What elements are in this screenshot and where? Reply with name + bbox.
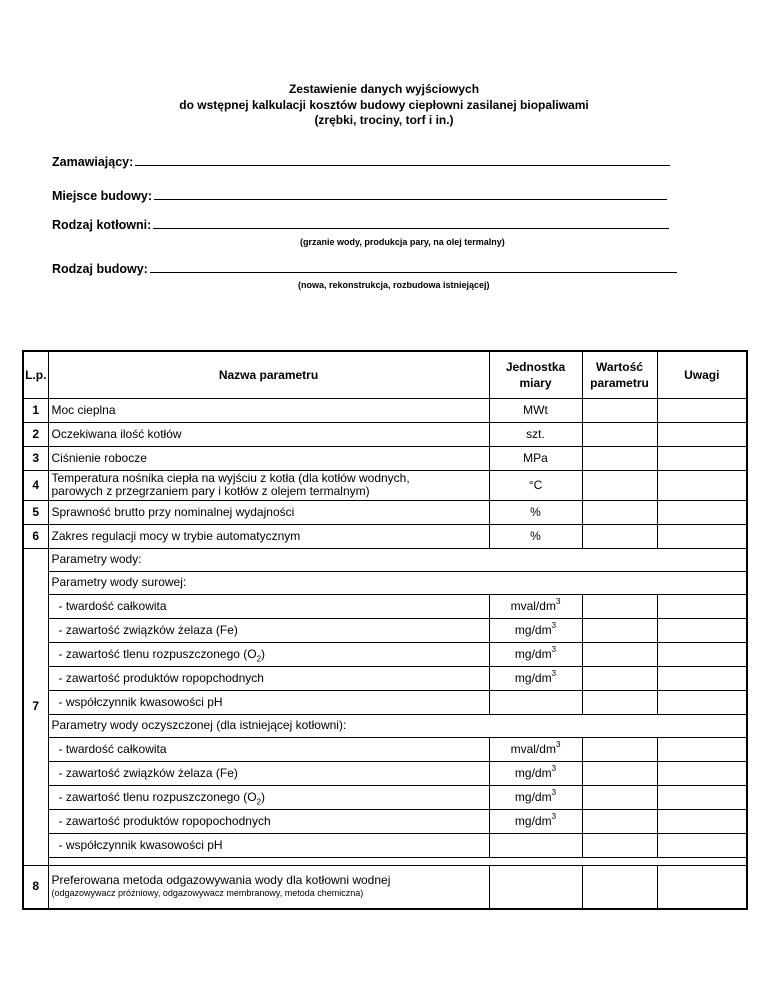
build-type-field[interactable] [52,262,677,276]
row-lp: 6 [23,524,48,548]
row-lp: 8 [23,865,48,909]
notes-cell[interactable] [657,833,747,857]
table-row [23,865,747,909]
value-cell[interactable] [582,446,657,470]
value-cell[interactable] [582,500,657,524]
notes-cell[interactable] [657,446,747,470]
row-name: Moc cieplna [48,398,489,422]
table-row [23,785,747,809]
row-name: - twardość całkowita [48,594,489,618]
row-unit: $mg/dm^3$ [489,785,582,809]
notes-cell[interactable] [657,594,747,618]
parameters-table [22,350,748,910]
notes-cell[interactable] [657,761,747,785]
notes-cell[interactable] [657,666,747,690]
value-cell[interactable] [582,594,657,618]
row-unit: % [489,524,582,548]
row-name: - współczynnik kwasowości pH [48,690,489,714]
treated-water-label: Parametry wody oczyszczonej (dla istniejącej kotłowni): [48,714,747,737]
build-type-blank[interactable] [150,271,677,273]
value-cell[interactable] [582,422,657,446]
value-cell[interactable] [582,690,657,714]
row-name: Ciśnienie robocze [48,446,489,470]
row-name: - zawartość tlenu rozpuszczonego $(O_2)$ [48,642,489,666]
row-unit: szt. [489,422,582,446]
table-row [23,809,747,833]
header-lp: L.p. [23,351,48,398]
notes-cell[interactable] [657,865,747,909]
site-blank[interactable] [154,198,667,200]
table-row [23,446,747,470]
boiler-type-blank[interactable] [153,227,669,229]
row-unit: MPa [489,446,582,470]
row-unit: $mg/dm^3$ [489,809,582,833]
title-line-2: do wstępnej kalkulacji kosztów budowy ciepłowni zasilanej biopaliwami [179,97,589,112]
notes-cell[interactable] [657,785,747,809]
raw-water-row [23,571,747,594]
row-name: Zakres regulacji mocy w trybie automatycznym [48,524,489,548]
raw-water-label: Parametry wody surowej: [48,571,747,594]
title-line-3: (zrębki, trociny, torf i in.) [314,113,454,127]
row-lp: 7 [23,548,48,865]
notes-cell[interactable] [657,690,747,714]
value-cell[interactable] [582,618,657,642]
notes-cell[interactable] [657,809,747,833]
build-type-label: Rodzaj budowy: [52,262,148,276]
treated-water-row [23,714,747,737]
notes-cell[interactable] [657,524,747,548]
site-field[interactable] [52,189,667,203]
title-line-1: Zestawienie danych wyjściowych [288,82,480,96]
row-name: - twardość całkowita [48,737,489,761]
row-lp: 2 [23,422,48,446]
table-row [23,524,747,548]
table-row [23,690,747,714]
table-row [23,666,747,690]
table-row [23,618,747,642]
table-row [23,500,747,524]
row-unit: % [489,500,582,524]
row-unit: $mg/dm^3$ [489,761,582,785]
value-cell[interactable] [582,666,657,690]
value-cell[interactable] [582,642,657,666]
notes-cell[interactable] [657,470,747,500]
table-row [23,833,747,857]
table-row [23,398,747,422]
value-cell[interactable] [582,809,657,833]
row-name: Oczekiwana ilość kotłów [48,422,489,446]
table-header-row [23,351,747,398]
site-label: Miejsce budowy: [52,189,153,203]
table-row [23,642,747,666]
row-unit: mval/$dm^3$ [489,594,582,618]
value-cell[interactable] [582,833,657,857]
header-notes: Uwagi [657,351,747,398]
value-cell[interactable] [582,761,657,785]
table-row [23,761,747,785]
row-unit [489,865,582,909]
row-lp: 3 [23,446,48,470]
table-row [23,422,747,446]
boiler-type-hint: (grzanie wody, produkcja pary, na olej termalny) [300,237,505,247]
row-lp: 1 [23,398,48,422]
value-cell[interactable] [582,737,657,761]
notes-cell[interactable] [657,737,747,761]
header-value: Wartość parametru [582,351,657,398]
row-name: - zawartość związków żelaza (Fe) [48,761,489,785]
row-unit: °C [489,470,582,500]
row-name: - zawartość tlenu rozpuszczonego $(O_2)$ [48,785,489,809]
boiler-type-label: Rodzaj kotłowni: [52,218,152,232]
row-unit: $mg/dm^3$ [489,618,582,642]
notes-cell[interactable] [657,642,747,666]
notes-cell[interactable] [657,618,747,642]
row-name: Sprawność brutto przy nominalnej wydajności [48,500,489,524]
table-row [23,737,747,761]
table-row [23,470,747,500]
value-cell[interactable] [582,398,657,422]
row-lp: 4 [23,470,48,500]
row-name: - zawartość związków żelaza (Fe) [48,618,489,642]
row-unit: mval/$dm^3$ [489,737,582,761]
water-params-label: Parametry wody: [48,548,747,571]
row-name: - zawartość produktów ropopochodnych [48,809,489,833]
document-title [0,82,768,129]
build-type-hint: (nowa, rekonstrukcja, rozbudowa istniejącej) [298,280,490,290]
row-unit: $mg/dm^3$ [489,666,582,690]
row-name: - zawartość produktów ropopchodnych [48,666,489,690]
row-unit: $mg/dm^3$ [489,642,582,666]
header-unit: Jednostka miary [489,351,582,398]
notes-cell[interactable] [657,500,747,524]
boiler-type-field[interactable] [52,218,669,232]
orderer-field[interactable] [52,155,670,169]
table-row [23,594,747,618]
header-name: Nazwa parametru [48,351,489,398]
row-lp: 5 [23,500,48,524]
row-unit: MWt [489,398,582,422]
row-name: Temperatura nośnika ciepła na wyjściu z kotła (dla kotłów wodnych, parowych z przegrzaniem pary i kotłów z olejem termalnym) [48,470,489,500]
water-params-row [23,548,747,571]
orderer-blank[interactable] [135,164,670,166]
notes-cell[interactable] [657,422,747,446]
row-unit [489,833,582,857]
value-cell[interactable] [582,524,657,548]
row-unit [489,690,582,714]
row-name: Preferowana metoda odgazowywania wody dla kotłowni wodnej (odgazowywacz próżniowy, odgazowywacz membranowy, metoda chemiczna) [48,865,489,909]
orderer-label: Zamawiający: [52,155,134,169]
notes-cell[interactable] [657,398,747,422]
value-cell[interactable] [582,865,657,909]
value-cell[interactable] [582,785,657,809]
value-cell[interactable] [582,470,657,500]
row-name: - współczynnik kwasowości pH [48,833,489,857]
